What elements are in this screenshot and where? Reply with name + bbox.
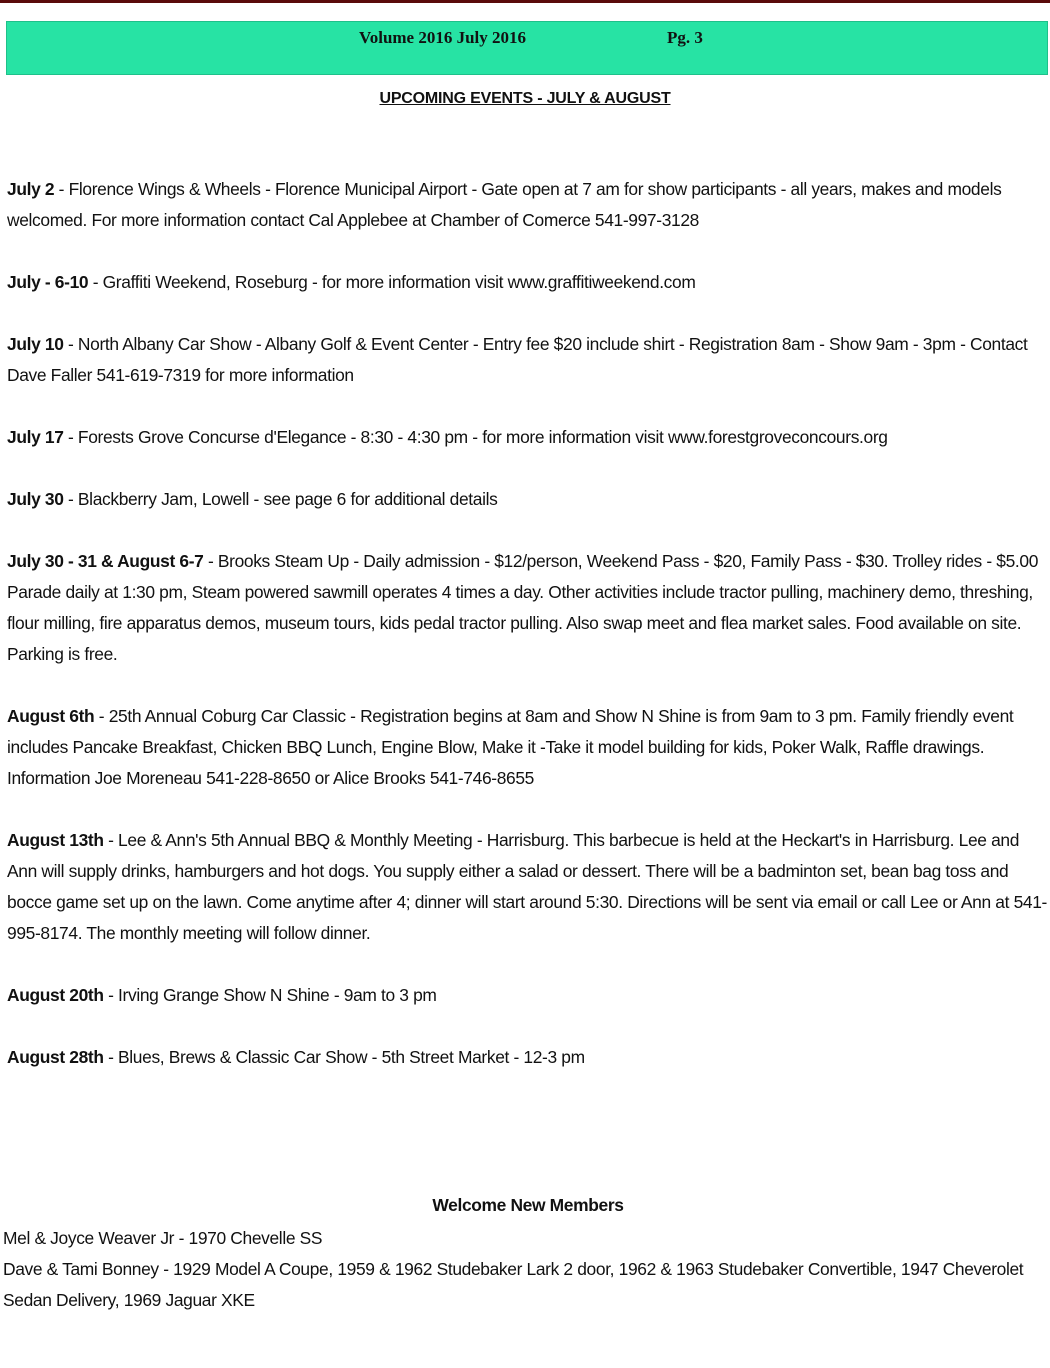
event-item [7,329,1047,391]
new-members-list [3,1223,1043,1316]
event-item [7,267,1047,298]
event-text: - Forests Grove Concurse d'Elegance - 8:30 - 4:30 pm - for more information visit www.forestgroveconcours.org [63,427,888,447]
event-item [7,825,1047,949]
event-item [7,1042,1047,1073]
event-text: - North Albany Car Show - Albany Golf & Event Center - Entry fee $20 include shirt - Registration 8am - Show 9am - 3pm - Contact Dave Faller 541-619-7319 for more information [7,334,1028,385]
event-text: - Blues, Brews & Classic Car Show - 5th Street Market - 12-3 pm [103,1047,585,1067]
event-date: July 17 [7,427,64,447]
event-text: - Brooks Steam Up - Daily admission - $12/person, Weekend Pass - $20, Family Pass - $30. Trolley rides - $5.00 Parade daily at 1:30 pm, Steam powered sawmill operates 4 times a day. Other activities include tractor pulling, machinery demo, threshing, flour milling, fire apparatus demos, museum tours, kids pedal tractor pulling. Also swap meet and flea market sales. Food available on site. Parking is free. [7,551,1039,664]
event-date: July 2 [7,179,55,199]
event-item [7,484,1047,515]
event-date: August 6th [7,706,95,726]
event-date: August 28th [7,1047,104,1067]
newsletter-header-bar [6,21,1048,75]
event-text: - Irving Grange Show N Shine - 9am to 3 pm [103,985,437,1005]
event-date: July - 6-10 [7,272,89,292]
event-date: August 13th [7,830,104,850]
event-item [7,422,1047,453]
event-date: July 10 [7,334,64,354]
event-item [7,174,1047,236]
event-date: July 30 - 31 & August 6-7 [7,551,204,571]
event-item [7,980,1047,1011]
events-list [7,174,1047,1104]
member-entry: Dave & Tami Bonney - 1929 Model A Coupe, 1959 & 1962 Studebaker Lark 2 door, 1962 & 1963 Studebaker Convertible, 1947 Cheverolet Sedan Delivery, 1969 Jaguar XKE [3,1259,1024,1310]
upcoming-events-title: UPCOMING EVENTS - JULY & AUGUST [379,90,671,107]
welcome-new-members-title: Welcome New Members [432,1195,624,1215]
top-rule [0,0,1050,3]
event-text: - Graffiti Weekend, Roseburg - for more information visit www.graffitiweekend.com [88,272,696,292]
volume-label: Volume 2016 July 2016 [359,28,527,47]
event-item [7,701,1047,794]
event-date: July 30 [7,489,64,509]
event-text: - Florence Wings & Wheels - Florence Municipal Airport - Gate open at 7 am for show participants - all years, makes and models welcomed. For more information contact Cal Applebee at Chamber of Comerce 541-997-3128 [7,179,1002,230]
event-item [7,546,1047,670]
event-date: August 20th [7,985,104,1005]
page-number: Pg. 3 [667,28,703,47]
event-text: - Blackberry Jam, Lowell - see page 6 for additional details [63,489,498,509]
member-entry: Mel & Joyce Weaver Jr - 1970 Chevelle SS [3,1228,323,1248]
event-text: - 25th Annual Coburg Car Classic - Registration begins at 8am and Show N Shine is from 9am to 3 pm. Family friendly event includes Pancake Breakfast, Chicken BBQ Lunch, Engine Blow, Make it -Take it model building for kids, Poker Walk, Raffle drawings. Information Joe Moreneau 541-228-8650 or Alice Brooks 541-746-8655 [7,706,1014,788]
event-text: - Lee & Ann's 5th Annual BBQ & Monthly Meeting - Harrisburg. This barbecue is held at the Heckart's in Harrisburg. Lee and Ann will supply drinks, hamburgers and hot dogs. You supply either a salad or dessert. There will be a badminton set, bean bag toss and bocce game set up on the lawn. Come anytime after 4; dinner will start around 5:30. Directions will be sent via email or call Lee or Ann at 541-995-8174. The monthly meeting will follow dinner. [7,830,1047,943]
